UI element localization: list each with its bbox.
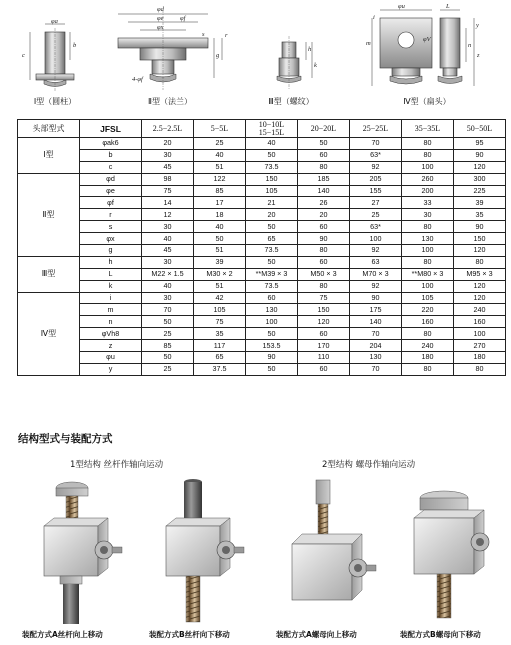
table-cell: 120: [454, 161, 506, 173]
table-cell: 50: [246, 149, 298, 161]
table-cell: 75: [142, 185, 194, 197]
table-cell: 90: [298, 233, 350, 245]
dim-label: 4-φf: [132, 76, 143, 83]
group-label: Ⅳ型: [18, 292, 80, 375]
table-cell: 30: [142, 221, 194, 233]
table-cell: 100: [402, 280, 454, 292]
param-label: i: [80, 292, 142, 304]
type4-drawing: [372, 10, 474, 86]
assembly-illustrations: [0, 470, 511, 628]
table-cell: 20: [298, 209, 350, 221]
table-cell: 122: [194, 173, 246, 185]
table-cell: 270: [454, 340, 506, 352]
table-cell: 50: [142, 352, 194, 364]
table-cell: 39: [194, 256, 246, 268]
group-label: Ⅰ型: [18, 138, 80, 174]
dim-label: n: [468, 42, 472, 49]
dim-label: z: [477, 52, 480, 59]
table-cell: 120: [454, 245, 506, 257]
table-cell: 35: [194, 328, 246, 340]
table-cell: 40: [142, 233, 194, 245]
column-header: 35−35L: [402, 120, 454, 138]
table-cell: 50: [246, 328, 298, 340]
table-cell: 20: [142, 138, 194, 150]
dim-label: c: [22, 52, 25, 59]
table-row: [18, 221, 506, 233]
column-header: 20−20L: [298, 120, 350, 138]
table-cell: 50: [246, 221, 298, 233]
table-cell: 100: [454, 328, 506, 340]
param-label: φf: [80, 197, 142, 209]
table-cell: 130: [246, 304, 298, 316]
table-cell: 50: [194, 233, 246, 245]
table-cell: 35: [454, 209, 506, 221]
table-cell: 120: [454, 292, 506, 304]
table-cell: 21: [246, 197, 298, 209]
table-row: [18, 256, 506, 268]
table-cell: 175: [350, 304, 402, 316]
table-cell: 92: [350, 280, 402, 292]
dim-label: φa: [51, 18, 58, 25]
dim-label: φe: [157, 15, 164, 22]
table-cell: 25: [350, 209, 402, 221]
table-cell: 50: [298, 138, 350, 150]
table-cell: 50: [246, 363, 298, 375]
dim-label: φx: [157, 24, 164, 31]
table-cell: 30: [142, 256, 194, 268]
table-cell: 140: [350, 316, 402, 328]
table-cell: **M80 × 3: [402, 268, 454, 280]
table-cell: 45: [142, 245, 194, 257]
table-cell: 80: [402, 328, 454, 340]
table-cell: 105: [246, 185, 298, 197]
table-cell: 73.5: [246, 245, 298, 257]
table-cell: 100: [246, 316, 298, 328]
table-cell: 80: [402, 256, 454, 268]
table-cell: 300: [454, 173, 506, 185]
table-cell: 37.5: [194, 363, 246, 375]
table-cell: 30: [402, 209, 454, 221]
dim-label: L: [446, 3, 450, 10]
param-label: s: [80, 221, 142, 233]
table-header-row: [18, 120, 506, 138]
table-cell: 14: [142, 197, 194, 209]
table-cell: 45: [142, 161, 194, 173]
mode2-title: 2型结构 螺母作轴向运动: [322, 460, 416, 470]
table-row: [18, 149, 506, 161]
table-cell: M22 × 1.5: [142, 268, 194, 280]
table-cell: 65: [194, 352, 246, 364]
column-header: 10−10L 15−15L: [246, 120, 298, 138]
dim-label: m: [366, 40, 371, 47]
type3-caption: Ⅲ型（螺纹）: [268, 97, 314, 106]
table-cell: 200: [402, 185, 454, 197]
table-cell: 100: [402, 161, 454, 173]
dim-label: s: [202, 31, 205, 38]
table-cell: 80: [298, 245, 350, 257]
table-cell: 60: [298, 149, 350, 161]
table-cell: 160: [454, 316, 506, 328]
table-cell: 225: [454, 185, 506, 197]
mode1-title: 1型结构 丝杆作轴向运动: [70, 460, 164, 470]
table-cell: 120: [454, 280, 506, 292]
table-cell: 60: [298, 221, 350, 233]
table-row: [18, 304, 506, 316]
param-label: b: [80, 149, 142, 161]
assembly-2: [166, 479, 244, 622]
dim-label: k: [314, 62, 317, 69]
table-cell: 95: [454, 138, 506, 150]
spec-table: [17, 119, 506, 376]
param-label: φak6: [80, 138, 142, 150]
param-label: φVh8: [80, 328, 142, 340]
table-cell: 60: [298, 328, 350, 340]
dim-label: φu: [398, 3, 405, 10]
table-cell: 80: [298, 280, 350, 292]
table-cell: M95 × 3: [454, 268, 506, 280]
table-cell: M70 × 3: [350, 268, 402, 280]
table-cell: 75: [298, 292, 350, 304]
table-cell: 25: [194, 138, 246, 150]
table-cell: 160: [402, 316, 454, 328]
assembly-4-caption: 装配方式B螺母向下移动: [400, 630, 481, 639]
table-cell: 40: [194, 221, 246, 233]
table-cell: 85: [142, 340, 194, 352]
table-cell: 180: [402, 352, 454, 364]
dim-label: h: [308, 46, 312, 53]
table-row: [18, 280, 506, 292]
column-header: 2.5−2.5L: [142, 120, 194, 138]
table-cell: 80: [402, 149, 454, 161]
table-cell: 51: [194, 245, 246, 257]
table-cell: 130: [350, 352, 402, 364]
section-title: 结构型式与装配方式: [18, 433, 113, 445]
table-cell: 80: [402, 221, 454, 233]
table-cell: 30: [142, 292, 194, 304]
table-cell: 105: [402, 292, 454, 304]
param-label: r: [80, 209, 142, 221]
param-label: L: [80, 268, 142, 280]
table-row: [18, 363, 506, 375]
table-row: [18, 161, 506, 173]
table-cell: 51: [194, 280, 246, 292]
table-row: [18, 233, 506, 245]
type1-drawing: [30, 24, 77, 92]
table-cell: 100: [402, 245, 454, 257]
table-row: [18, 138, 506, 150]
table-cell: 17: [194, 197, 246, 209]
dim-label: g: [216, 52, 220, 59]
table-row: [18, 245, 506, 257]
table-cell: 180: [454, 352, 506, 364]
table-cell: 205: [350, 173, 402, 185]
table-cell: 90: [454, 149, 506, 161]
table-row: [18, 197, 506, 209]
table-cell: 220: [402, 304, 454, 316]
table-cell: 20: [246, 209, 298, 221]
table-cell: 170: [298, 340, 350, 352]
table-cell: 40: [246, 138, 298, 150]
table-cell: 63: [350, 256, 402, 268]
table-cell: 204: [350, 340, 402, 352]
assembly-2-caption: 装配方式B丝杆向下移动: [149, 630, 230, 639]
table-cell: 73.5: [246, 280, 298, 292]
table-cell: 50: [142, 316, 194, 328]
column-header: 50−50L: [454, 120, 506, 138]
table-cell: 12: [142, 209, 194, 221]
table-cell: 60: [298, 363, 350, 375]
type4-caption: Ⅳ型（扁头）: [403, 97, 451, 106]
table-cell: 150: [298, 304, 350, 316]
table-cell: 60: [298, 256, 350, 268]
group-label: Ⅲ型: [18, 256, 80, 292]
table-cell: 50: [246, 256, 298, 268]
assembly-4: [414, 491, 489, 618]
param-label: φe: [80, 185, 142, 197]
table-cell: 185: [298, 173, 350, 185]
table-cell: 60: [246, 292, 298, 304]
table-cell: 140: [298, 185, 350, 197]
table-cell: 117: [194, 340, 246, 352]
table-cell: 42: [194, 292, 246, 304]
table-cell: 40: [194, 149, 246, 161]
param-label: c: [80, 161, 142, 173]
param-label: h: [80, 256, 142, 268]
table-row: [18, 340, 506, 352]
table-cell: 25: [142, 363, 194, 375]
dim-label: y: [476, 22, 479, 29]
table-cell: 65: [246, 233, 298, 245]
group-label: Ⅱ型: [18, 173, 80, 256]
table-cell: 18: [194, 209, 246, 221]
table-cell: 98: [142, 173, 194, 185]
header-label: 头部型式: [18, 120, 80, 138]
assembly-1: [44, 482, 122, 624]
assembly-3: [292, 480, 376, 600]
param-label: φx: [80, 233, 142, 245]
param-label: φd: [80, 173, 142, 185]
param-label: z: [80, 340, 142, 352]
param-label: φu: [80, 352, 142, 364]
table-cell: 25: [142, 328, 194, 340]
type2-caption: Ⅱ型（法兰）: [148, 97, 192, 106]
table-row: [18, 352, 506, 364]
table-cell: 80: [402, 138, 454, 150]
table-cell: 39: [454, 197, 506, 209]
dim-label: i: [373, 14, 375, 21]
table-cell: 70: [350, 328, 402, 340]
table-cell: 120: [298, 316, 350, 328]
table-cell: 153.5: [246, 340, 298, 352]
assembly-3-caption: 装配方式A螺母向上移动: [276, 630, 357, 639]
param-label: n: [80, 316, 142, 328]
dim-label: φV: [423, 36, 431, 43]
table-cell: 40: [142, 280, 194, 292]
table-cell: 70: [350, 363, 402, 375]
table-cell: 26: [298, 197, 350, 209]
table-cell: M50 × 3: [298, 268, 350, 280]
table-cell: 90: [246, 352, 298, 364]
table-row: [18, 209, 506, 221]
table-cell: 92: [350, 245, 402, 257]
table-row: [18, 268, 506, 280]
table-cell: 155: [350, 185, 402, 197]
table-cell: 90: [350, 292, 402, 304]
table-cell: 80: [454, 363, 506, 375]
table-cell: 105: [194, 304, 246, 316]
table-cell: 70: [142, 304, 194, 316]
table-row: [18, 328, 506, 340]
table-cell: 73.5: [246, 161, 298, 173]
column-header: 25−25L: [350, 120, 402, 138]
table-cell: 110: [298, 352, 350, 364]
table-cell: **M39 × 3: [246, 268, 298, 280]
table-cell: 80: [402, 363, 454, 375]
table-cell: 80: [454, 256, 506, 268]
table-cell: 240: [454, 304, 506, 316]
table-cell: 92: [350, 161, 402, 173]
table-cell: 30: [142, 149, 194, 161]
table-cell: 100: [350, 233, 402, 245]
table-cell: 240: [402, 340, 454, 352]
param-label: k: [80, 280, 142, 292]
model-label: JFSL: [80, 120, 142, 138]
table-cell: 85: [194, 185, 246, 197]
dim-label: b: [73, 42, 77, 49]
type3-drawing: [277, 36, 312, 90]
column-header: 5−5L: [194, 120, 246, 138]
table-cell: 63*: [350, 149, 402, 161]
table-cell: 51: [194, 161, 246, 173]
dim-label: φf: [180, 15, 186, 22]
table-cell: 27: [350, 197, 402, 209]
table-cell: 70: [350, 138, 402, 150]
table-row: [18, 185, 506, 197]
table-row: [18, 173, 506, 185]
param-label: y: [80, 363, 142, 375]
table-row: [18, 316, 506, 328]
param-label: g: [80, 245, 142, 257]
table-cell: 260: [402, 173, 454, 185]
param-label: m: [80, 304, 142, 316]
type1-caption: Ⅰ型（圆柱）: [33, 97, 77, 106]
table-cell: 150: [246, 173, 298, 185]
dim-label: φd: [157, 6, 164, 13]
table-cell: 33: [402, 197, 454, 209]
dim-label: r: [225, 32, 228, 39]
table-row: [18, 292, 506, 304]
table-cell: 80: [298, 161, 350, 173]
assembly-1-caption: 装配方式A丝杆向上移动: [22, 630, 103, 639]
table-cell: 150: [454, 233, 506, 245]
table-cell: 75: [194, 316, 246, 328]
table-cell: M30 × 2: [194, 268, 246, 280]
table-cell: 90: [454, 221, 506, 233]
table-cell: 63*: [350, 221, 402, 233]
table-cell: 130: [402, 233, 454, 245]
